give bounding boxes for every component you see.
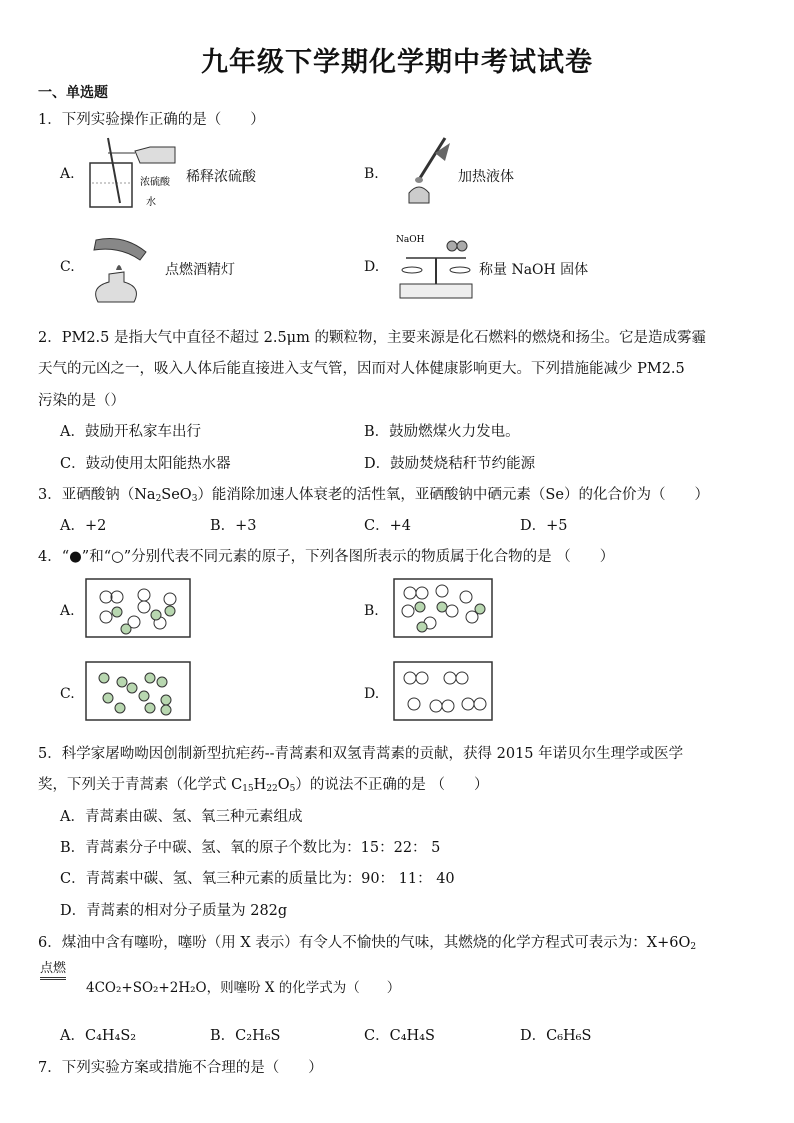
q2-option-b: B．鼓励燃煤火力发电。: [364, 424, 520, 440]
q1-b-letter: B.: [364, 166, 379, 182]
q4-c-letter: C.: [60, 686, 75, 702]
q6-option-a: A．C₄H₄S₂: [60, 1028, 137, 1044]
q3-option-c: C．+4: [364, 518, 411, 534]
q2-option-c: C．鼓动使用太阳能热水器: [60, 456, 231, 472]
molecule-diagram-a: [84, 577, 194, 641]
heat-liquid-figure: [395, 133, 455, 208]
q1-c-text: 点燃酒精灯: [165, 262, 235, 278]
page-title: 九年级下学期化学期中考试试卷: [201, 47, 593, 78]
q3-option-a: A．+2: [60, 518, 107, 534]
q4-b-letter: B.: [364, 603, 379, 619]
q2-option-a: A．鼓励开私家车出行: [60, 424, 201, 440]
q5-line-2: 奖，下列关于青蒿素（化学式 $C_{15}H_{22}O_5$）的说法不正确的是 （ ）: [38, 777, 489, 794]
q1-stem: 1．下列实验操作正确的是（ ）: [38, 112, 265, 128]
naoh-label: NaOH: [396, 235, 425, 245]
q7-stem: 7．下列实验方案或措施不合理的是（ ）: [38, 1060, 323, 1076]
q5-option-a: A．青蒿素由碳、氢、氧三种元素组成: [60, 809, 303, 825]
q6-option-b: B．C₂H₆S: [210, 1028, 281, 1044]
light-lamp-figure: [84, 232, 164, 307]
q1-a-letter: A.: [60, 166, 75, 182]
q6-line-1: 6．煤油中含有噻吩，噻吩（用 X 表示）有令人不愉快的气味，其燃烧的化学方程式可表示为：$X+6O_2$: [38, 935, 697, 952]
q6-line-2: 4CO₂+SO₂+2H₂O，则噻吩 X 的化学式为（ ）: [86, 980, 401, 996]
q5-option-c: C．青蒿素中碳、氢、氧三种元素的质量比为：90： 11： 40: [60, 871, 455, 887]
molecule-diagram-b: [392, 577, 496, 641]
q5-option-b: B．青蒿素分子中碳、氢、氧的原子个数比为：15：22： 5: [60, 840, 441, 856]
q2-option-d: D．鼓励焚烧秸秆节约能源: [364, 456, 536, 472]
q3-stem: 3．亚硒酸钠$(Na_2SeO_3)$能消除加速人体衰老的活性氧，亚硒酸钠中硒元素（Se）的化合价为（ ）: [38, 487, 709, 504]
q6-condition: 点燃: [40, 961, 66, 980]
q6-option-d: D．C₆H₆S: [520, 1028, 592, 1044]
section-heading: 一、单选题: [38, 85, 108, 101]
water-label: 水: [146, 197, 156, 208]
q1-b-text: 加热液体: [458, 169, 514, 185]
q4-stem: 4．“●”和“○”分别代表不同元素的原子，下列各图所表示的物质属于化合物的是 （ ）: [38, 549, 615, 565]
q5-option-d: D．青蒿素的相对分子质量为 282g: [60, 903, 288, 919]
dilute-acid-figure: [80, 133, 190, 213]
molecule-diagram-d: [392, 660, 496, 724]
q1-d-text: 称量 NaOH 固体: [479, 262, 589, 278]
dilute-acid-label: 浓硫酸: [140, 177, 170, 188]
q2-line-1: 2．PM2.5 是指大气中直径不超过 2.5μm 的颗粒物，主要来源是化石燃料的燃烧和扬尘。它是造成雾霾: [38, 330, 706, 346]
molecule-diagram-c: [84, 660, 194, 724]
q3-option-d: D．+5: [520, 518, 568, 534]
q4-d-letter: D.: [364, 686, 380, 702]
q5-line-1: 5．科学家屠呦呦因创制新型抗疟药--青蒿素和双氢青蒿素的贡献，获得 2015 年诺贝尔生理学或医学: [38, 746, 684, 762]
q3-option-b: B．+3: [210, 518, 257, 534]
q1-c-letter: C.: [60, 259, 75, 275]
q1-a-text: 稀释浓硫酸: [186, 169, 256, 185]
q2-line-2: 天气的元凶之一，吸入人体后能直接进入支气管，因而对人体健康影响更大。下列措施能减少 PM2.5: [38, 361, 685, 377]
q1-d-letter: D.: [364, 259, 380, 275]
q6-option-c: C．C₄H₄S: [364, 1028, 435, 1044]
q2-line-3: 污染的是（）: [38, 393, 125, 409]
balance-figure: [392, 232, 476, 304]
q4-a-letter: A.: [60, 603, 75, 619]
